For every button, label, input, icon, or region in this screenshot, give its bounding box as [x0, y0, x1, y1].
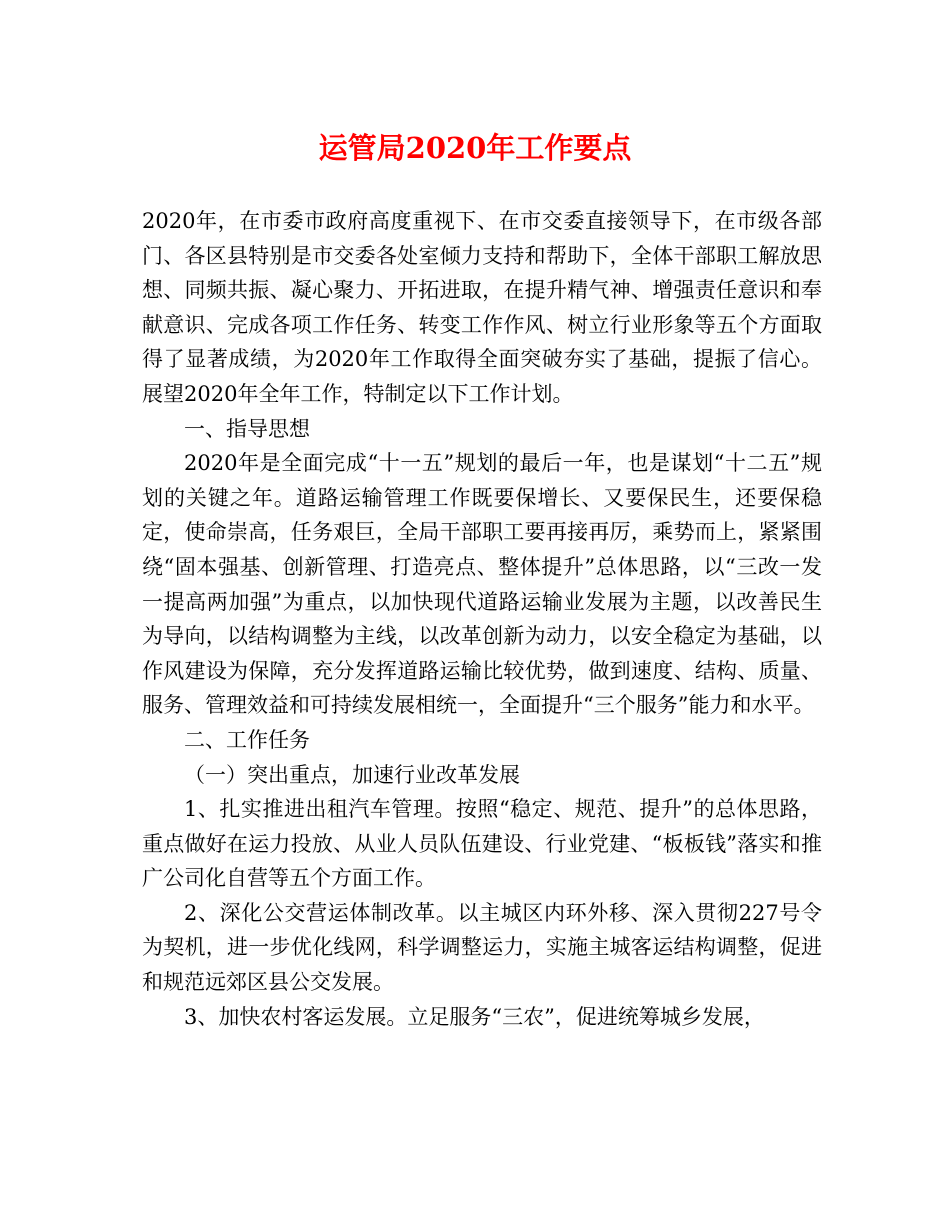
- task-item-rural-transport: 3、加快农村客运发展。立足服务“三农”，促进统筹城乡发展，: [184, 1004, 765, 1029]
- document-title: 运管局2020年工作要点: [318, 131, 632, 165]
- section-heading-guiding-ideology: 一、指导思想: [184, 416, 310, 441]
- subsection-heading-reform: （一）突出重点，加速行业改革发展: [184, 762, 520, 787]
- section-heading-work-tasks: 二、工作任务: [184, 727, 310, 752]
- task-item-bus-reform: 2、深化公交营运体制改革。以主城区内环外移、深入贯彻227号令为契机，进一步优化线网，科学调整运力，实施主城客运结构调整，促进和规范远郊区县公交发展。: [142, 900, 822, 995]
- guiding-ideology-paragraph: 2020年是全面完成“十一五”规划的最后一年，也是谋划“十二五”规划的关键之年。道路运输管理工作既要保增长、又要保民生，还要保稳定，使命崇高，任务艰巨，全局干部职工要再接再厉，乘势而上，紧紧围绕“固本强基、创新管理、打造亮点、整体提升”总体思路，以“三改一发一提高两加强”为重点，以加快现代道路运输业发展为主题，以改善民生为导向，以结构调整为主线，以改革创新为动力，以安全稳定为基础，以作风建设为保障，充分发挥道路运输比较优势，做到速度、结构、质量、服务、管理效益和可持续发展相统一，全面提升“三个服务”能力和水平。: [142, 451, 822, 718]
- intro-paragraph: 2020年，在市委市政府高度重视下、在市交委直接领导下，在市级各部门、各区县特别是市交委各处室倾力支持和帮助下，全体干部职工解放思想、同频共振、凝心聚力、开拓进取，在提升精气神、增强责任意识和奉献意识、完成各项工作任务、转变工作作风、树立行业形象等五个方面取得了显著成绩，为2020年工作取得全面突破夯实了基础，提振了信心。展望2020年全年工作，特制定以下工作计划。: [142, 209, 822, 406]
- task-item-taxi-management: 1、扎实推进出租汽车管理。按照“稳定、规范、提升”的总体思路，重点做好在运力投放、从业人员队伍建设、行业党建、“板板钱”落实和推广公司化自营等五个方面工作。: [142, 797, 822, 891]
- document-body: [142, 204, 822, 1034]
